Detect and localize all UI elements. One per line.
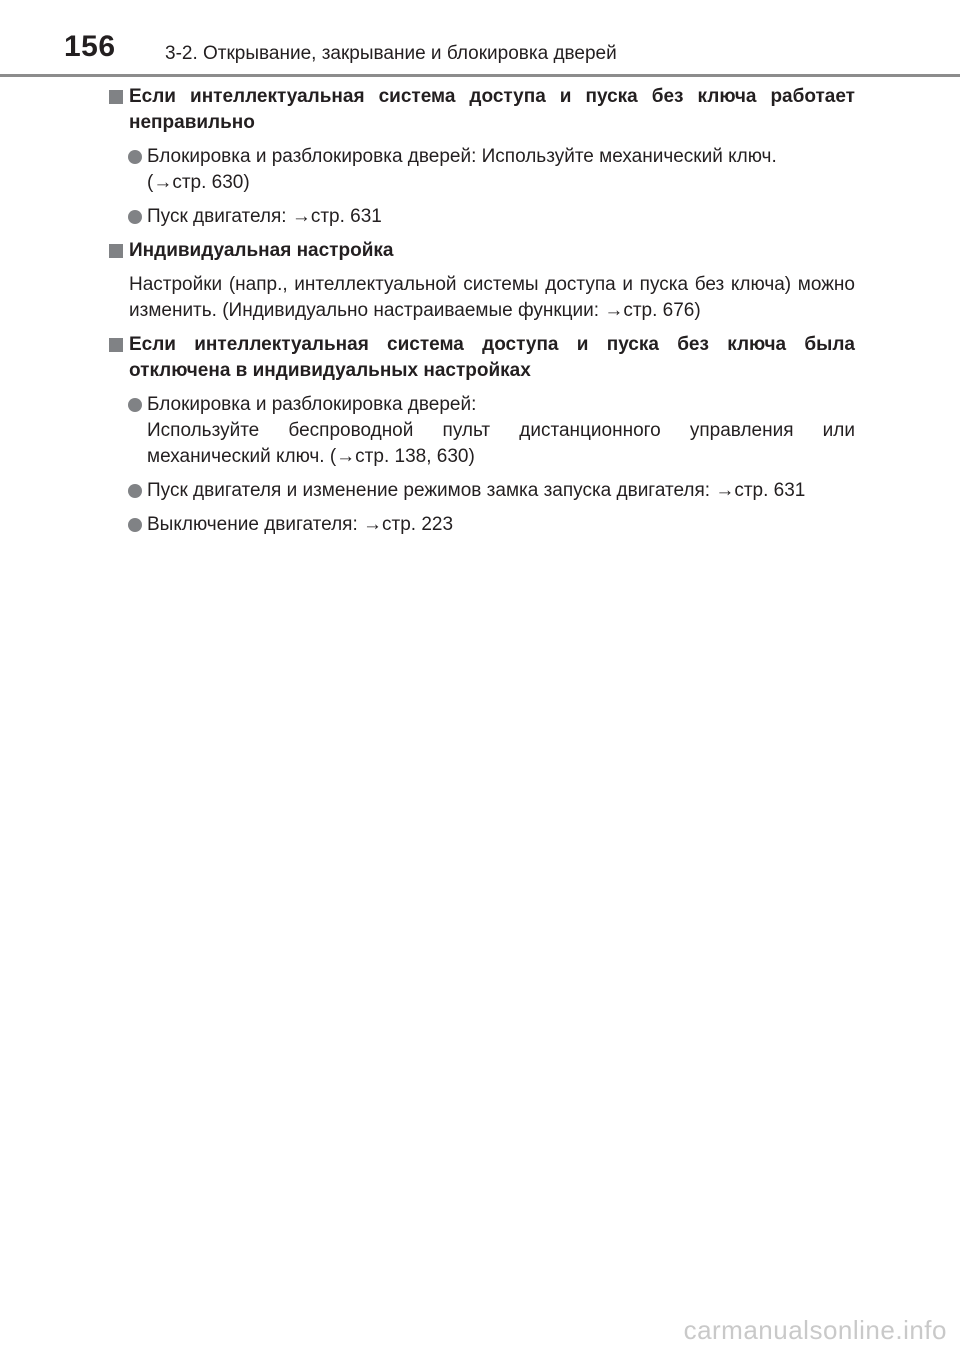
section-heading — [107, 332, 855, 384]
list-item — [107, 204, 855, 230]
list-item-text: Выключение двигателя: →стр. 223 — [147, 514, 454, 535]
header-rule — [0, 74, 960, 77]
list-item — [107, 144, 855, 196]
list-item-text: Пуск двигателя и изменение режимов замка запуска двигателя: →стр. 631 — [147, 480, 806, 501]
list-item-text: Блокировка и разблокировка дверей: — [147, 394, 477, 415]
list-item-text: механический ключ. (→стр. 138, 630) — [147, 446, 475, 467]
section-title: 3-2. Открывание, закрывание и блокировка дверей — [165, 43, 617, 64]
circle-bullet-icon — [128, 398, 142, 412]
list-item-text: (→стр. 630) — [147, 172, 250, 193]
heading-text: Индивидуальная настройка — [129, 240, 394, 261]
section-heading — [107, 238, 855, 264]
heading-text: Если интеллектуальная система доступа и пуска без ключа была отключена в индивидуальных настройках — [129, 334, 855, 381]
list-item-text: Используйте беспроводной пульт дистанционного управления или — [147, 420, 855, 441]
list-item-text: Пуск двигателя: →стр. 631 — [147, 206, 382, 227]
circle-bullet-icon — [128, 210, 142, 224]
square-bullet-icon — [109, 338, 123, 352]
page-content — [107, 84, 855, 546]
square-bullet-icon — [109, 244, 123, 258]
circle-bullet-icon — [128, 484, 142, 498]
circle-bullet-icon — [128, 150, 142, 164]
page-number: 156 — [64, 30, 116, 63]
list-item — [107, 512, 855, 538]
list-item — [107, 392, 855, 470]
section-heading — [107, 84, 855, 136]
page-header — [0, 0, 960, 80]
square-bullet-icon — [109, 90, 123, 104]
circle-bullet-icon — [128, 518, 142, 532]
list-item-text: Блокировка и разблокировка дверей: Используйте механический ключ. — [147, 146, 777, 167]
list-item — [107, 478, 855, 504]
watermark: carmanualsonline.info — [683, 1315, 947, 1345]
body-paragraph: Настройки (напр., интеллектуальной системы доступа и пуска без ключа) можно изменить. (Индивидуально настраиваемые функции: →стр. 676) — [129, 274, 855, 321]
heading-text: Если интеллектуальная система доступа и пуска без ключа работает неправильно — [129, 86, 855, 133]
